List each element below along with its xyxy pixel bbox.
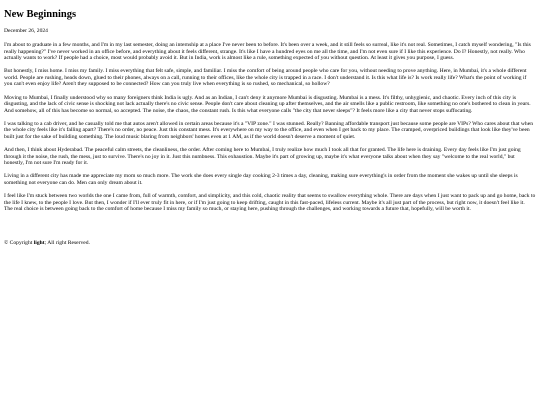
page-title: New Beginnings xyxy=(4,9,77,20)
paragraph: But honestly, I miss home. I miss my family. I miss everything that felt safe, simple, and familiar. I miss the comfort of being around people who care for you, without needing to prove anything. Here, in Mumbai, it's a whole different world. People are rushing, heads down, glued to their phones, always on a call, running to their offices, like the whole city is trapped in a race. I don't understand it. Is this what life is? Is work really life? What's the point of working if you can't even enjoy life? Aren't they supposed to be connected? How can you truly live when everything is so rushed, so mechanical, so hollow? xyxy=(4,68,527,88)
paragraph: I was talking to a cab driver, and he casually told me that autos aren't allowed in certain areas because it's a "VIP zone." I was stunned. Really? Banning affordable transport just because some people are VIPs? Who cares about that when the whole city feels like it's falling apart? There's no order, no peace. Just this constant mess. It's everywhere on my way to the office, and even when I get back to my place. The cramped, overpriced buildings that look like they've been built just for the sake of building something. The loud music blaring from neighbors' homes even at 1 AM, as if the world doesn't deserve a moment of quiet. xyxy=(4,120,533,141)
footer xyxy=(4,240,536,247)
post-date: December 26, 2024 xyxy=(4,28,48,34)
footer-brand: light xyxy=(33,239,45,246)
paragraph: And then, I think about Hyderabad. The peaceful calm streets, the cleanliness, the order. After coming here to Mumbai, I truly realize how much I took all that for granted. The life here is draining. Every day feels like I'm just going through it the noise, the rush, the mess, just to survive. There's no joy in it. Just this numbness. This exhaustion. Maybe it's part of growing up, maybe it's what everyone talks about when they say "welcome to the real world," but honestly, I'm not sure I'm ready for it. xyxy=(4,147,521,167)
paragraph: Living in a different city has made me appreciate my mom so much more. The work she does every single day cooking 2-3 times a day, cleaning, making sure everything's in order from the moment she wakes up until she sleeps is something not everyone can do. Men can only dream about it. xyxy=(4,173,518,186)
paragraph: Moving to Mumbai, I finally understood why so many foreigners think India is ugly. And as an Indian, I can't deny it anymore Mumbai is disgusting. Mumbai is a mess. It's filthy, unhygienic, and chaotic. Every inch of this city is disgusting, and the lack of civic sense is shocking not lack actually there's no civic sense. People don't care about cleaning up after themselves, and the air smells like a public restroom, like something no one's bothered to clean in years. And somehow, all of this has become so normal, so accepted. The noise, the chaos, the constant rush. Is this what everyone calls "the city that never sleeps"? It feels more like a city that never stops suffocating. xyxy=(4,94,531,114)
copyright-suffix: ; All right Reserved. xyxy=(44,239,90,246)
paragraph: I feel like I'm stuck between two worlds the one I came from, full of warmth, comfort, and simplicity, and this cold, chaotic reality that seems to swallow everything whole. There are days when I just want to pack up and go home, back to the life I knew, to the people I love. But then, I wonder if I'll ever truly fit in here, or if I'm just going to keep drifting, caught in this fast-paced, lifeless current. Maybe it's all just part of the process, but right now, it doesn't feel like it. xyxy=(4,193,536,206)
paragraph: I'm about to graduate in a few months, and I'm in my last semester, doing an internship at a place I've never been to before. It's been over a week, and it still feels so surreal, like it's not real. Sometimes, I catch myself wondering, "Is this really happening?" I've never worked in an office before, and everything about it feels different, strange. It's like I have a hundred eyes on me all the time, and I'm not even sure if I like this experience. Do I? Honestly, not really. Who actually wants to work? If people had a choice, most would probably avoid it. But in India, work is almost like a rule, something expected of you without question. At least it gives you purpose, I guess. xyxy=(4,42,531,62)
copyright-prefix: © Copyright xyxy=(4,239,34,246)
paragraph: The real choice is between going back to the comfort of home because I miss my family so much, or staying here, pushing through the challenges, and working towards a future that, hopefully, will be worth it. xyxy=(4,206,471,213)
post-body xyxy=(4,42,536,213)
